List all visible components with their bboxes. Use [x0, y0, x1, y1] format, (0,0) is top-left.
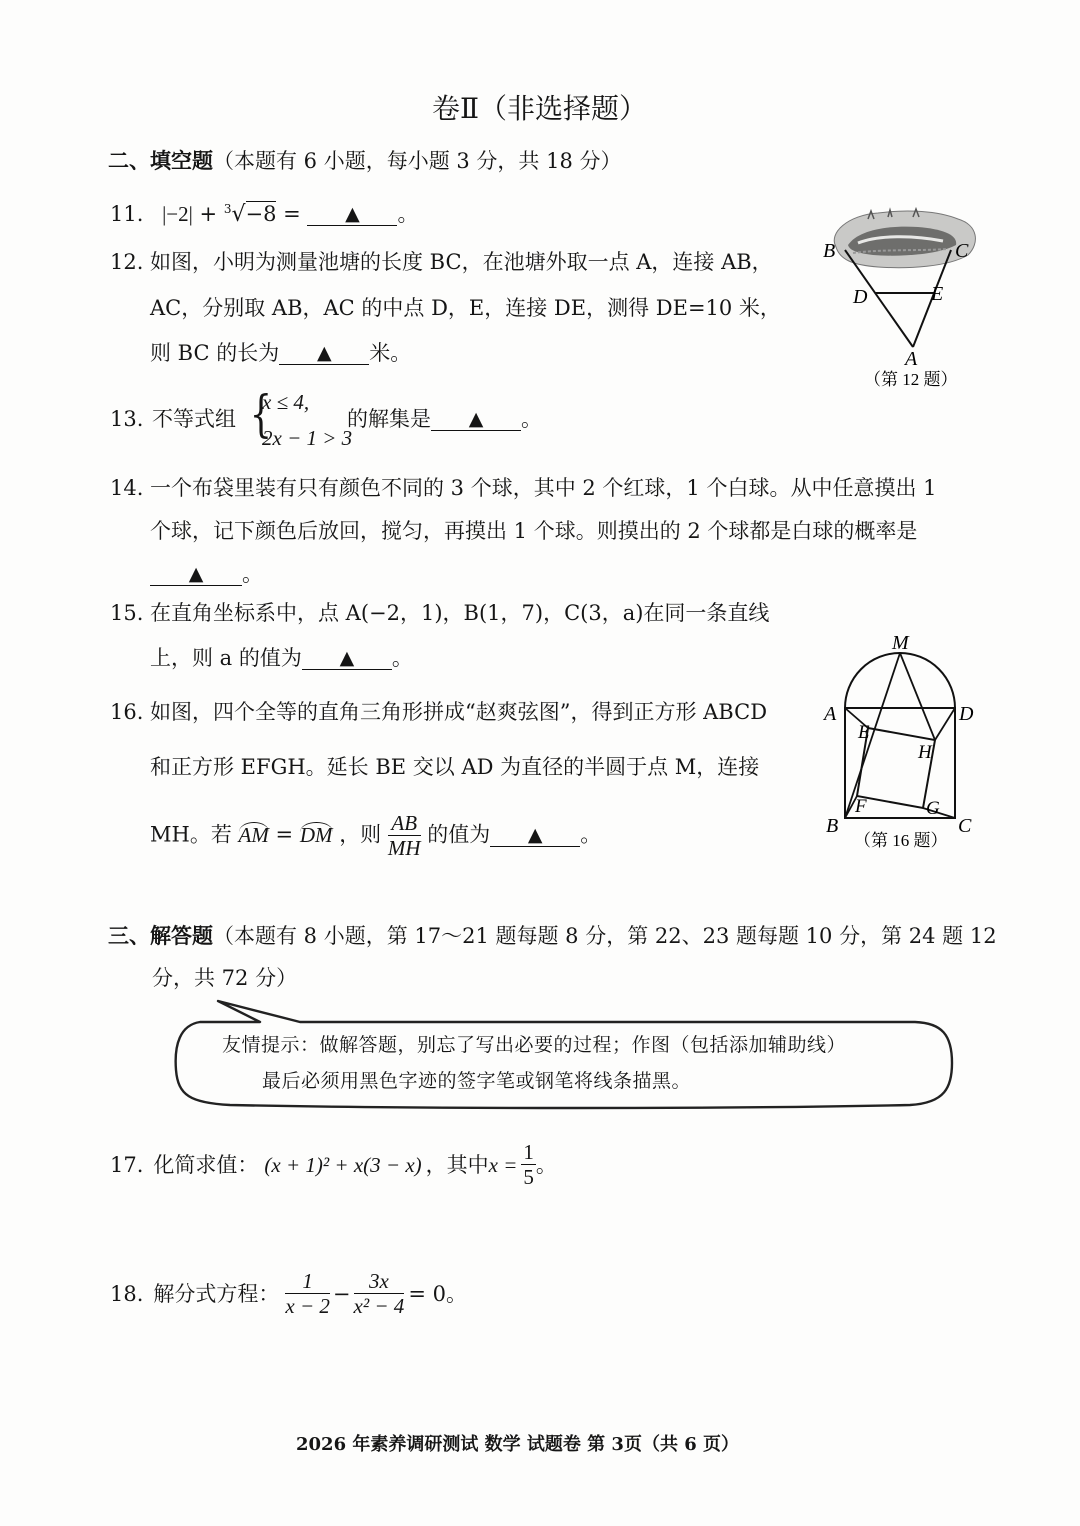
- q18-number: 18.: [110, 1281, 144, 1306]
- fig16-label-B: B: [826, 815, 839, 837]
- q12-line2: AC，分别取 AB，AC 的中点 D，E，连接 DE，测得 DE=10 米，: [150, 296, 781, 320]
- q16-number: 16.: [110, 700, 144, 724]
- q15-line2: [150, 648, 413, 670]
- q11-plus: +: [199, 202, 218, 226]
- page-footer: 2026 年素养调研测试 数学 试题卷 第 3页（共 6 页）: [296, 1434, 740, 1455]
- q14-line3: [150, 564, 263, 586]
- q17-end: 。: [535, 1152, 557, 1177]
- q16-line3-pre: MH。若: [150, 822, 232, 847]
- q13-answer-blank: [431, 409, 521, 431]
- q16-line3: [150, 812, 601, 860]
- q18-pre: 解分式方程：: [153, 1281, 280, 1306]
- fig16-label-C: C: [958, 815, 972, 837]
- q16-fraction: [388, 812, 421, 860]
- q16-line2: 和正方形 EFGH。延长 BE 交以 AD 为直径的半圆于点 M，连接: [150, 755, 760, 779]
- fig12-label-D: D: [853, 286, 868, 308]
- q15-line2-pre: 上，则 a 的值为: [150, 646, 302, 670]
- q17-pre: 化简求值：: [153, 1152, 259, 1177]
- section2-note: （本题有 6 小题，每小题 3 分，共 18 分）: [213, 149, 622, 173]
- answer-triangle-icon: ▲: [339, 647, 355, 669]
- section2-label: 二、填空题: [108, 148, 213, 173]
- q17-frac-den: 5: [523, 1164, 534, 1189]
- q11-abs: |−2|: [162, 202, 193, 226]
- answer-triangle-icon: ▲: [345, 203, 360, 225]
- q14-line2: 个球，记下颜色后放回，搅匀，再摸出 1 个球。则摸出的 2 个球都是白球的概率是: [150, 519, 918, 543]
- fig12-label-E: E: [931, 283, 944, 305]
- q15-number: 15.: [110, 601, 144, 625]
- line-MH: [900, 653, 935, 740]
- fig12-label-C: C: [955, 240, 969, 262]
- q12-line3-pre: 则 BC 的长为: [150, 341, 280, 365]
- q17-number: 17.: [110, 1152, 144, 1177]
- q16-frac-num: AB: [388, 812, 421, 836]
- section3-header: [108, 925, 997, 947]
- q15-answer-blank: [302, 648, 392, 670]
- section2-header: [108, 150, 622, 172]
- line-DH: [935, 708, 955, 740]
- q12-number: 12.: [110, 250, 144, 274]
- q18-f1-den: x − 2: [285, 1293, 330, 1318]
- q16-end: 。: [580, 822, 602, 847]
- question-11: [110, 203, 418, 226]
- fig16-label-F: F: [855, 796, 867, 817]
- q11-end: 。: [397, 202, 419, 226]
- q13-tail: [347, 409, 542, 431]
- tip-line2: 最后必须用黑色字迹的签字笔或钢笔将线条描黑。: [262, 1070, 692, 1092]
- q17-fraction: [521, 1141, 536, 1189]
- q11-radicand: −8: [245, 202, 277, 226]
- answer-triangle-icon: ▲: [316, 342, 332, 364]
- q13-ineq2: 2x − 1 > 3: [262, 426, 353, 450]
- q16-frac-den: MH: [387, 836, 421, 861]
- q16-arc-am: AM: [238, 822, 269, 847]
- fig16-label-D: D: [959, 703, 974, 725]
- tip-line1: 友情提示：做解答题，别忘了写出必要的过程；作图（包括添加辅助线）: [222, 1034, 847, 1056]
- q13-post: 的解集是: [347, 407, 431, 431]
- q18-fraction-1: [285, 1270, 330, 1318]
- q12-line3: [150, 343, 411, 365]
- fig16-label-A: A: [824, 703, 837, 725]
- answer-triangle-icon: ▲: [527, 823, 543, 846]
- radical-icon: √: [231, 202, 246, 227]
- q17-frac-num: 1: [523, 1139, 534, 1164]
- section3-label: 三、解答题: [108, 923, 213, 948]
- q14-line1: 一个布袋里装有只有颜色不同的 3 个球，其中 2 个红球，1 个白球。从中任意摸出 1: [150, 476, 937, 500]
- fig12-label-A: A: [905, 348, 918, 370]
- q12-answer-blank: [279, 343, 369, 365]
- q14-number: 14.: [110, 476, 144, 500]
- q13-pre: 不等式组: [152, 407, 236, 431]
- q18-f2-num: 3x: [354, 1270, 405, 1294]
- q16-arc-dm: DM: [299, 822, 333, 847]
- answer-triangle-icon: ▲: [468, 408, 484, 430]
- q18-minus: −: [332, 1281, 351, 1306]
- q17-mid: ，其中: [425, 1152, 489, 1177]
- q16-arc-eq: =: [275, 822, 294, 847]
- q12-line1: 如图，小明为测量池塘的长度 BC，在池塘外取一点 A，连接 AB，: [150, 250, 773, 274]
- q11-root-index: 3: [223, 202, 232, 216]
- q14-end: 。: [242, 562, 263, 586]
- fig16-caption: （第 16 题）: [854, 831, 948, 850]
- fig16-label-H: H: [918, 742, 932, 763]
- q13-ineq1: x ≤ 4,: [262, 390, 310, 414]
- fig12-label-B: B: [823, 240, 836, 262]
- page-title: 卷Ⅱ（非选择题）: [432, 92, 648, 125]
- q17-expression: (x + 1)² + x(3 − x): [264, 1152, 422, 1177]
- q18-fraction-2: [354, 1270, 405, 1318]
- q16-answer-blank: [490, 825, 580, 847]
- semicircle: [845, 653, 955, 708]
- q16-comma: ，则: [339, 822, 382, 847]
- fig16-label-E: E: [858, 722, 870, 743]
- fig16-label-M: M: [892, 632, 909, 654]
- q16-line3-post: 的值为: [427, 822, 491, 847]
- section3-note-line2: 分，共 72 分）: [152, 966, 298, 990]
- q16-figure: [818, 628, 988, 860]
- q13-end: 。: [521, 407, 542, 431]
- q18-end: 。: [445, 1281, 467, 1306]
- q11-answer-blank: [307, 204, 397, 226]
- question-17: [110, 1140, 557, 1190]
- q12-figure: [818, 205, 988, 395]
- q13-number: 13.: [110, 407, 144, 431]
- q12-line3-post: 米。: [369, 341, 412, 365]
- fig16-label-G: G: [926, 798, 940, 819]
- fig12-caption: （第 12 题）: [864, 370, 958, 389]
- q18-f2-den: x² − 4: [353, 1293, 405, 1318]
- answer-triangle-icon: ▲: [188, 563, 204, 585]
- section3-note-line1: （本题有 8 小题，第 17～21 题每题 8 分，第 22、23 题每题 10 分，第 24 题 12: [213, 924, 997, 948]
- brace-icon: {: [249, 385, 273, 443]
- q11-number: 11.: [110, 202, 144, 226]
- q15-end: 。: [391, 646, 413, 670]
- q11-equals: =: [283, 202, 301, 226]
- q18-f1-num: 1: [285, 1270, 330, 1294]
- q14-answer-blank: [150, 564, 242, 586]
- q17-var: x =: [488, 1152, 518, 1177]
- q18-rhs: = 0: [408, 1281, 446, 1306]
- q15-line1: 在直角坐标系中，点 A(−2，1)，B(1，7)，C(3，a)在同一条直线: [150, 601, 770, 625]
- question-18: [110, 1266, 467, 1322]
- q16-line1: 如图，四个全等的直角三角形拼成“赵爽弦图”，得到正方形 ABCD: [150, 700, 768, 724]
